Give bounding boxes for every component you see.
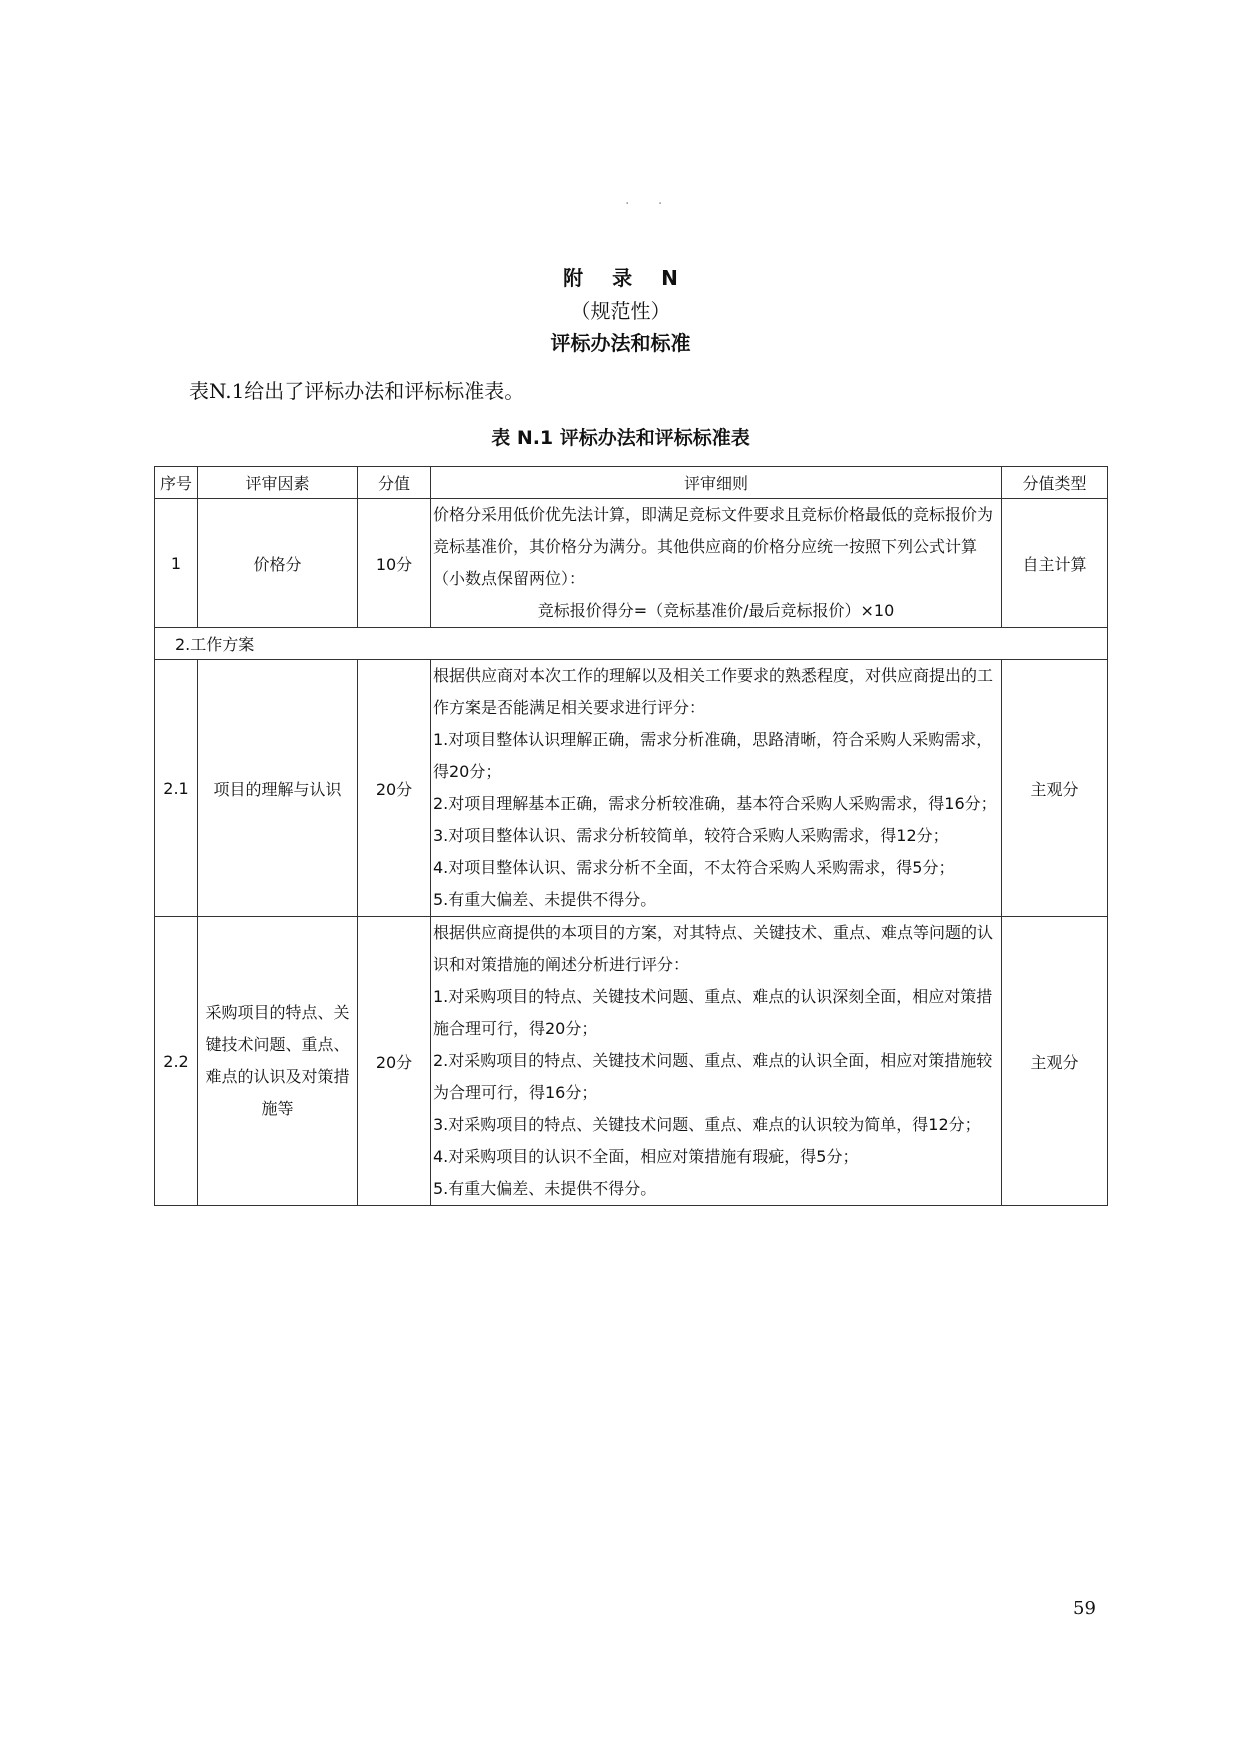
column-header: 评审细则 [431, 467, 1002, 499]
intro-text: 表N.1给出了评标办法和评标标准表。 [189, 379, 525, 403]
detail-line: 3.对采购项目的特点、关键技术问题、重点、难点的认识较为简单，得12分； [433, 1115, 981, 1134]
score-type: 自主计算 [1002, 499, 1108, 628]
table-header-row [155, 467, 1108, 499]
detail-line: 1.对采购项目的特点、关键技术问题、重点、难点的认识深刻全面，相应对策措施合理可行，得20分； [433, 987, 993, 1038]
detail-line: 2.对项目理解基本正确，需求分析较准确，基本符合采购人采购需求，得16分； [433, 794, 997, 813]
score-value: 20分 [358, 917, 431, 1206]
detail-line: 4.对项目整体认识、需求分析不全面，不太符合采购人采购需求，得5分； [433, 858, 955, 877]
detail-line: 5.有重大偏差、未提供不得分。 [433, 890, 657, 909]
evaluation-factor: 价格分 [198, 499, 358, 628]
price-formula: 竞标报价得分=（竞标基准价/最后竞标报价）×10 [537, 601, 895, 620]
appendix-name: 评标办法和标准 [550, 331, 691, 355]
detail-line: 根据供应商对本次工作的理解以及相关工作要求的熟悉程度，对供应商提出的工作方案是否能满足相关要求进行评分： [433, 666, 994, 717]
table-row [155, 660, 1108, 917]
score-type: 主观分 [1002, 660, 1108, 917]
detail-line: 1.对项目整体认识理解正确，需求分析准确，思路清晰，符合采购人采购需求，得20分； [433, 730, 993, 781]
table-caption: 表 N.1 评标办法和评标标准表 [491, 427, 750, 449]
detail-line: 3.对项目整体认识、需求分析较简单，较符合采购人采购需求，得12分； [433, 826, 949, 845]
detail-line: 4.对采购项目的认识不全面，相应对策措施有瑕疵，得5分； [433, 1147, 859, 1166]
evaluation-factor: 采购项目的特点、关键技术问题、重点、难点的认识及对策措施等 [198, 917, 358, 1206]
table-row [155, 917, 1108, 1206]
column-header: 分值类型 [1002, 467, 1108, 499]
column-header: 评审因素 [198, 467, 358, 499]
table-row [155, 499, 1108, 628]
appendix-title: 附 录 N [563, 266, 678, 290]
appendix-type: （规范性） [570, 299, 671, 323]
detail-line: 根据供应商提供的本项目的方案，对其特点、关键技术、重点、难点等问题的认识和对策措施的阐述分析进行评分： [433, 923, 994, 974]
row-number: 2.1 [155, 660, 198, 917]
evaluation-details [431, 917, 1002, 1206]
detail-line: 价格分采用低价优先法计算，即满足竞标文件要求且竞标价格最低的竞标报价为竞标基准价，其价格分为满分。其他供应商的价格分应统一按照下列公式计算（小数点保留两位）： [433, 505, 994, 588]
evaluation-factor: 项目的理解与认识 [198, 660, 358, 917]
evaluation-details [431, 499, 1002, 628]
header-marks: · · [625, 196, 675, 212]
row-number: 1 [155, 499, 198, 628]
evaluation-details [431, 660, 1002, 917]
section-row [155, 628, 1108, 660]
detail-line: 5.有重大偏差、未提供不得分。 [433, 1179, 657, 1198]
evaluation-table [154, 466, 1108, 1206]
section-title: 2.工作方案 [155, 628, 1108, 660]
row-number: 2.2 [155, 917, 198, 1206]
score-type: 主观分 [1002, 917, 1108, 1206]
column-header: 分值 [358, 467, 431, 499]
score-value: 20分 [358, 660, 431, 917]
page-number: 59 [1073, 1598, 1096, 1619]
detail-line: 2.对采购项目的特点、关键技术问题、重点、难点的认识全面，相应对策措施较为合理可行，得16分； [433, 1051, 993, 1102]
column-header: 序号 [155, 467, 198, 499]
score-value: 10分 [358, 499, 431, 628]
